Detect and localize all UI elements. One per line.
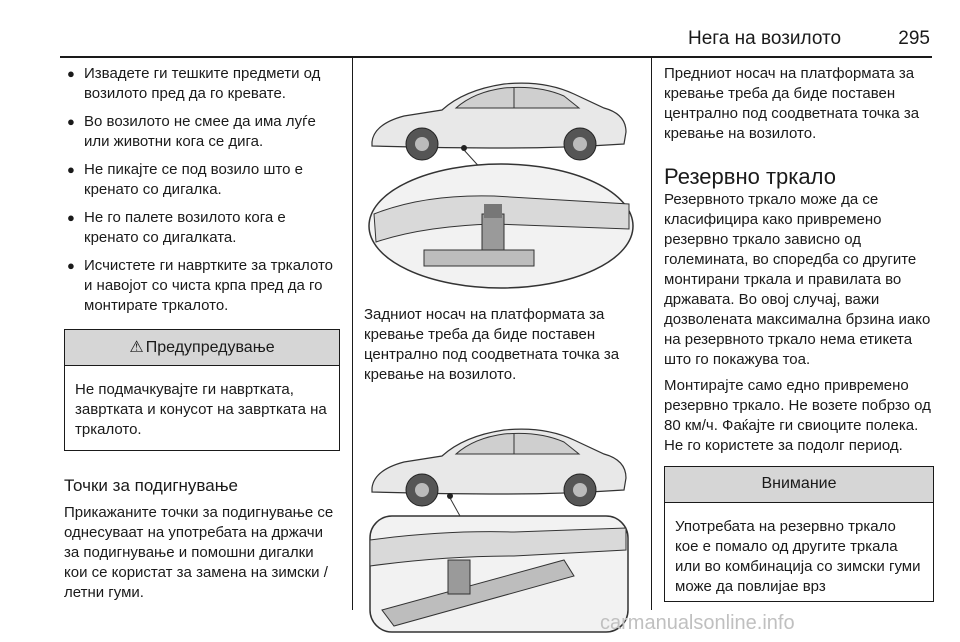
spare-wheel-heading: Резервно тркало: [664, 164, 836, 189]
bullet-dot-icon: ●: [67, 162, 75, 177]
rear-lift-caption: Задниот носач на платформата за кревање треба да биде поставен централно под соодветната точка за кревање на возилото.: [364, 306, 620, 383]
bullet-dot-icon: ●: [67, 66, 75, 81]
page-header-title: Нега на возилото: [688, 28, 842, 49]
bullet-item: ● Исчистете ги навртките за тркалото и навојот со чиста крпа пред да го монтирате тркалото.: [67, 257, 334, 314]
page-number: 295: [898, 28, 930, 49]
safety-bullet-list: [64, 64, 340, 316]
warning-text: Не подмачкувајте ги навртката, завртката и конусот на завртката на тркалото.: [75, 381, 327, 438]
header-divider: [60, 56, 932, 58]
front-lift-point-illustration: [364, 410, 634, 636]
right-column: [664, 64, 934, 602]
column-divider-right: [651, 58, 652, 610]
bullet-item: ● Извадете ги тешките предмети од возилото пред да го кревате.: [67, 65, 321, 102]
warning-header: [65, 330, 339, 366]
front-lift-text: Предниот носач на платформата за кревање треба да биде поставен централно под соодветната точка за кревање на возилото.: [664, 65, 920, 142]
spare-wheel-para-1: Резервното тркало може да се класифицира како привремено резервно тркало зависно од големината, во споредба со другите монтирани тркала и правилата во државата. Во овој случај, важи дозволената максимална брзина иако на резервното тркало нема етикета што го покажува тоа.: [664, 191, 931, 368]
caution-text: Употребата на резервно тркало кое е помало од другите тркала или во комбинација со зимски гуми може да повлијае врз: [675, 518, 921, 595]
bullet-item: ● Не пикајте се под возило што е кренато со дигалка.: [67, 161, 303, 198]
rear-lift-point-illustration: [364, 64, 634, 290]
lifting-points-text: Прикажаните точки за подигнување се однесуваат на употребата на држачи за подигнување и помошни дигалки кои се користат за замена на зимски / летни гуми.: [64, 504, 334, 601]
caution-box: [664, 466, 934, 602]
warning-triangle-icon: ⚠: [129, 339, 144, 356]
column-divider-left: [352, 58, 353, 610]
middle-column: [364, 64, 634, 641]
bullet-item: ● Не го палете возилото кога е кренато со дигалката.: [67, 209, 286, 246]
watermark: carmanualsonline.info: [600, 612, 795, 634]
bullet-dot-icon: ●: [67, 210, 75, 225]
bullet-item: ● Во возилото не смее да има луѓе или животни кога се дига.: [67, 113, 316, 150]
lifting-points-heading: Точки за подигнување: [64, 476, 238, 495]
left-column: [64, 64, 340, 603]
spare-wheel-para-2: Монтирајте само едно привремено резервно тркало. Не возете побрзо од 80 км/ч. Фаќајте ги свиоците полека. Не го користете за подолг период.: [664, 377, 931, 454]
warning-box: [64, 329, 340, 451]
bullet-dot-icon: ●: [67, 258, 75, 273]
warning-title: Предупредување: [145, 339, 275, 356]
bullet-dot-icon: ●: [67, 114, 75, 129]
caution-title: Внимание: [665, 467, 933, 503]
